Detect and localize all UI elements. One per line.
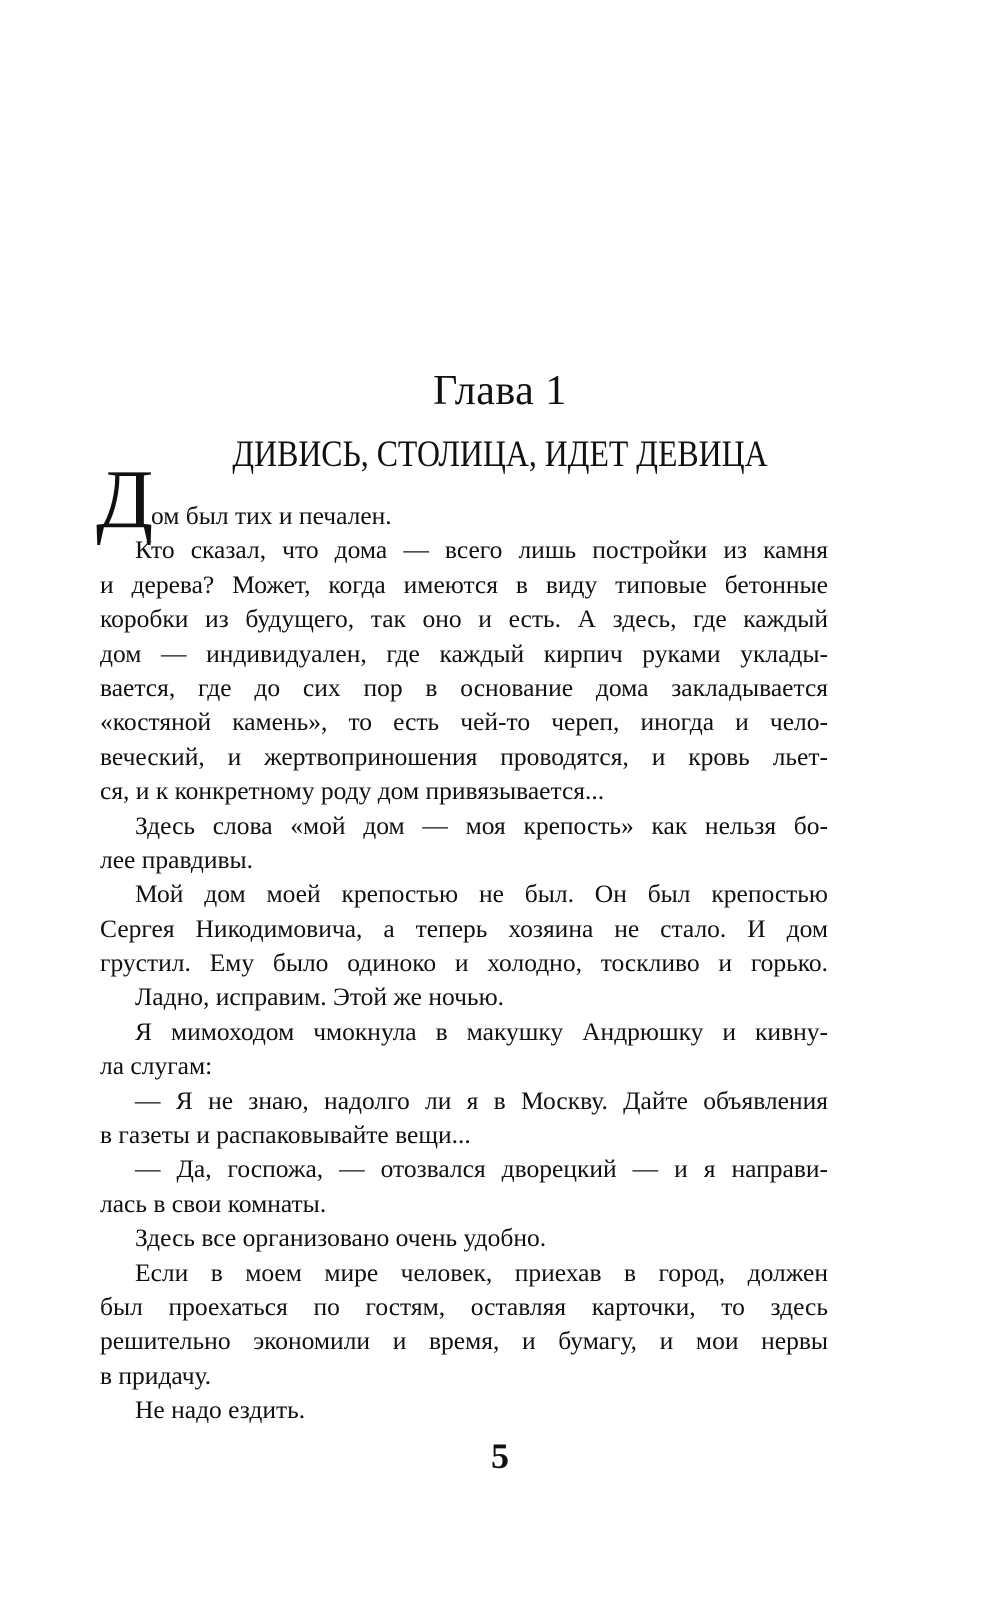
text-line: грустил. Ему было одиноко и холодно, тоскливо и горько.: [100, 948, 828, 978]
text-line: — Да, госпожа, — отозвался дворецкий — и я направи-: [135, 1154, 828, 1184]
text-line: ла слугам:: [100, 1051, 213, 1081]
text-line: дом — индивидуален, где каждый кирпич руками уклады-: [100, 638, 828, 668]
text-line: ом был тих и печален.: [151, 501, 392, 530]
text-line: Мой дом моей крепостью не был. Он был крепостью: [135, 879, 828, 909]
text-line: Я мимоходом чмокнула в макушку Андрюшку и кивну-: [135, 1016, 828, 1046]
text-line: Сергея Никодимовича, а теперь хозяина не стало. И дом: [100, 913, 828, 943]
text-line: лее правдивы.: [100, 844, 254, 874]
drop-cap: Д: [96, 453, 154, 546]
text-line: — Я не знаю, надолго ли я в Москву. Дайте объявления: [135, 1085, 828, 1115]
text-line: «костяной камень», то есть чей-то череп, иногда и чело-: [100, 707, 828, 737]
chapter-body: [100, 499, 828, 1428]
text-line: решительно экономили и время, и бумагу, и мои нервы: [100, 1326, 828, 1356]
text-line: и дерева? Может, когда имеются в виду типовые бетонные: [100, 569, 828, 599]
text-line: коробки из будущего, так оно и есть. А здесь, где каждый: [100, 604, 828, 634]
text-line: Ладно, исправим. Этой же ночью.: [135, 982, 504, 1012]
text-line: в газеты и распаковывайте вещи...: [100, 1120, 471, 1150]
text-line: вается, где до сих пор в основание дома закладывается: [100, 672, 828, 702]
page-number: 5: [491, 1436, 509, 1476]
chapter-number: Глава 1: [433, 368, 567, 414]
text-line: Здесь слова «мой дом — моя крепость» как нельзя бо-: [135, 810, 828, 840]
text-line: ся, и к конкретному роду дом привязывается...: [100, 776, 605, 806]
text-line: Не надо ездить.: [135, 1395, 306, 1425]
text-line: Если в моем мире человек, приехав в город, должен: [135, 1257, 828, 1287]
text-line: Кто сказал, что дома — всего лишь постройки из камня: [135, 535, 828, 565]
text-line: в придачу.: [100, 1360, 212, 1390]
text-line: был проехаться по гостям, оставляя карточки, то здесь: [100, 1291, 828, 1321]
text-line: Здесь все организовано очень удобно.: [135, 1223, 547, 1253]
text-line: веческий, и жертвоприношения проводятся, и кровь льет-: [100, 741, 828, 771]
text-line: лась в свои комнаты.: [100, 1188, 327, 1218]
chapter-title: ДИВИСЬ, СТОЛИЦА, ИДЕТ ДЕВИЦА: [232, 434, 768, 475]
